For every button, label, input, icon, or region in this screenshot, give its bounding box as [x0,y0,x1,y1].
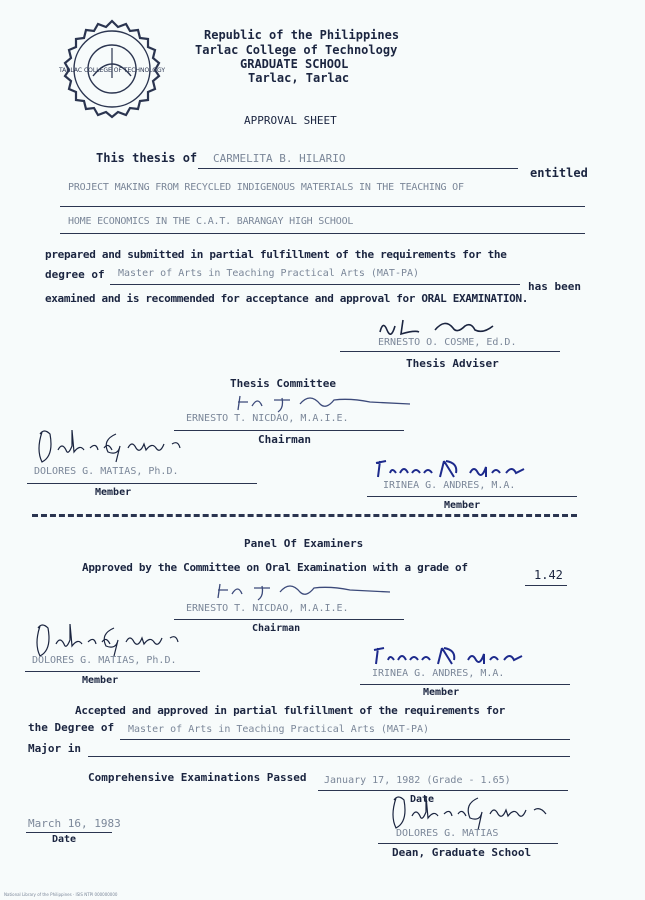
footer-date-value: March 16, 1983 [28,817,121,830]
panel-member1-name: DOLORES G. MATIAS, Ph.D. [32,655,177,666]
panel-chairman-role: Chairman [252,623,301,634]
svg-text:Dolores G.Matias: Dolores G.Matias [32,420,42,421]
signature-chairman-panel [210,578,400,606]
adviser-name: ERNESTO O. COSME, Ed.D. [378,337,517,348]
svg-text:E.T. Nicdao: E.T. Nicdao [230,390,237,391]
page-title: APPROVAL SHEET [244,114,337,127]
thesis-author: CARMELITA B. HILARIO [213,152,346,165]
acceptance-comp-value: January 17, 1982 (Grade - 1.65) [324,775,511,786]
acceptance-degree-label: the Degree of [28,721,115,734]
footer-date-label: Date [52,834,77,845]
acceptance-degree: Master of Arts in Teaching Practical Arts (MAT-PA) [128,724,430,735]
header-school: GRADUATE SCHOOL [240,57,349,71]
signature-irinea-panel [372,642,532,670]
divider [32,514,577,517]
header-college: Tarlac College of Technology [195,43,398,57]
adviser-role: Thesis Adviser [406,357,499,370]
acceptance-line1: Accepted and approved in partial fulfillment of the requirements for [75,704,505,717]
svg-text:Irinea G. Andres: Irinea G. Andres [374,455,384,456]
college-seal [57,18,167,118]
body-line1: prepared and submitted in partial fulfillment of the requirements for the [45,248,507,261]
committee-member1-name: DOLORES G. MATIAS, Ph.D. [34,466,179,477]
panel-member1-role: Member [82,675,119,686]
body-line3: examined and is recommended for acceptance and approval for ORAL EXAMINATION. [45,292,528,305]
acceptance-comp-label: Comprehensive Examinations Passed [88,771,307,784]
dean-name: DOLORES G. MATIAS [396,828,499,839]
committee-member1-role: Member [95,487,132,498]
committee-heading: Thesis Committee [230,377,336,390]
committee-member2-role: Member [444,500,481,511]
header-location: Tarlac, Tarlac [248,71,350,85]
thesis-title-line2: HOME ECONOMICS IN THE C.A.T. BARANGAY HIGH SCHOOL [68,216,354,227]
panel-member2-role: Member [423,687,460,698]
header-republic: Republic of the Philippines [204,28,400,42]
fine-print: National Library of the Philippines · ISIS NTPI 000000000 [4,892,118,897]
acceptance-major-label: Major in [28,742,81,755]
svg-text:E.O. Cosme: E.O. Cosme [375,312,382,313]
signature-dean [386,786,556,834]
body-has-been: has been [528,280,581,293]
committee-chairman-role: Chairman [258,433,311,446]
body-degree: Master of Arts in Teaching Practical Arts (MAT-PA) [118,268,420,279]
thesis-intro: This thesis of [96,151,198,165]
panel-member2-name: IRINEA G. ANDRES, M.A. [372,668,505,679]
dean-role: Dean, Graduate School [392,846,532,859]
panel-grade: 1.42 [534,568,563,582]
body-degree-of: degree of [45,268,105,281]
panel-chairman-name: ERNESTO T. NICDAO, M.A.I.E. [186,603,349,614]
panel-approved-text: Approved by the Committee on Oral Examination with a grade of [82,561,468,574]
thesis-entitled: entitled [530,166,588,180]
signature-irinea-committee [374,455,534,483]
committee-member2-name: IRINEA G. ANDRES, M.A. [383,480,516,491]
signature-dolores-committee [32,420,192,470]
panel-heading: Panel Of Examiners [244,537,364,550]
thesis-title-line1: PROJECT MAKING FROM RECYCLED INDIGENOUS MATERIALS IN THE TEACHING OF [68,182,464,193]
seal-text: TARLAC COLLEGE OF TECHNOLOGY [58,67,166,74]
acceptance-date-label: Date [410,794,435,805]
committee-chairman-name: ERNESTO T. NICDAO, M.A.I.E. [186,413,349,424]
